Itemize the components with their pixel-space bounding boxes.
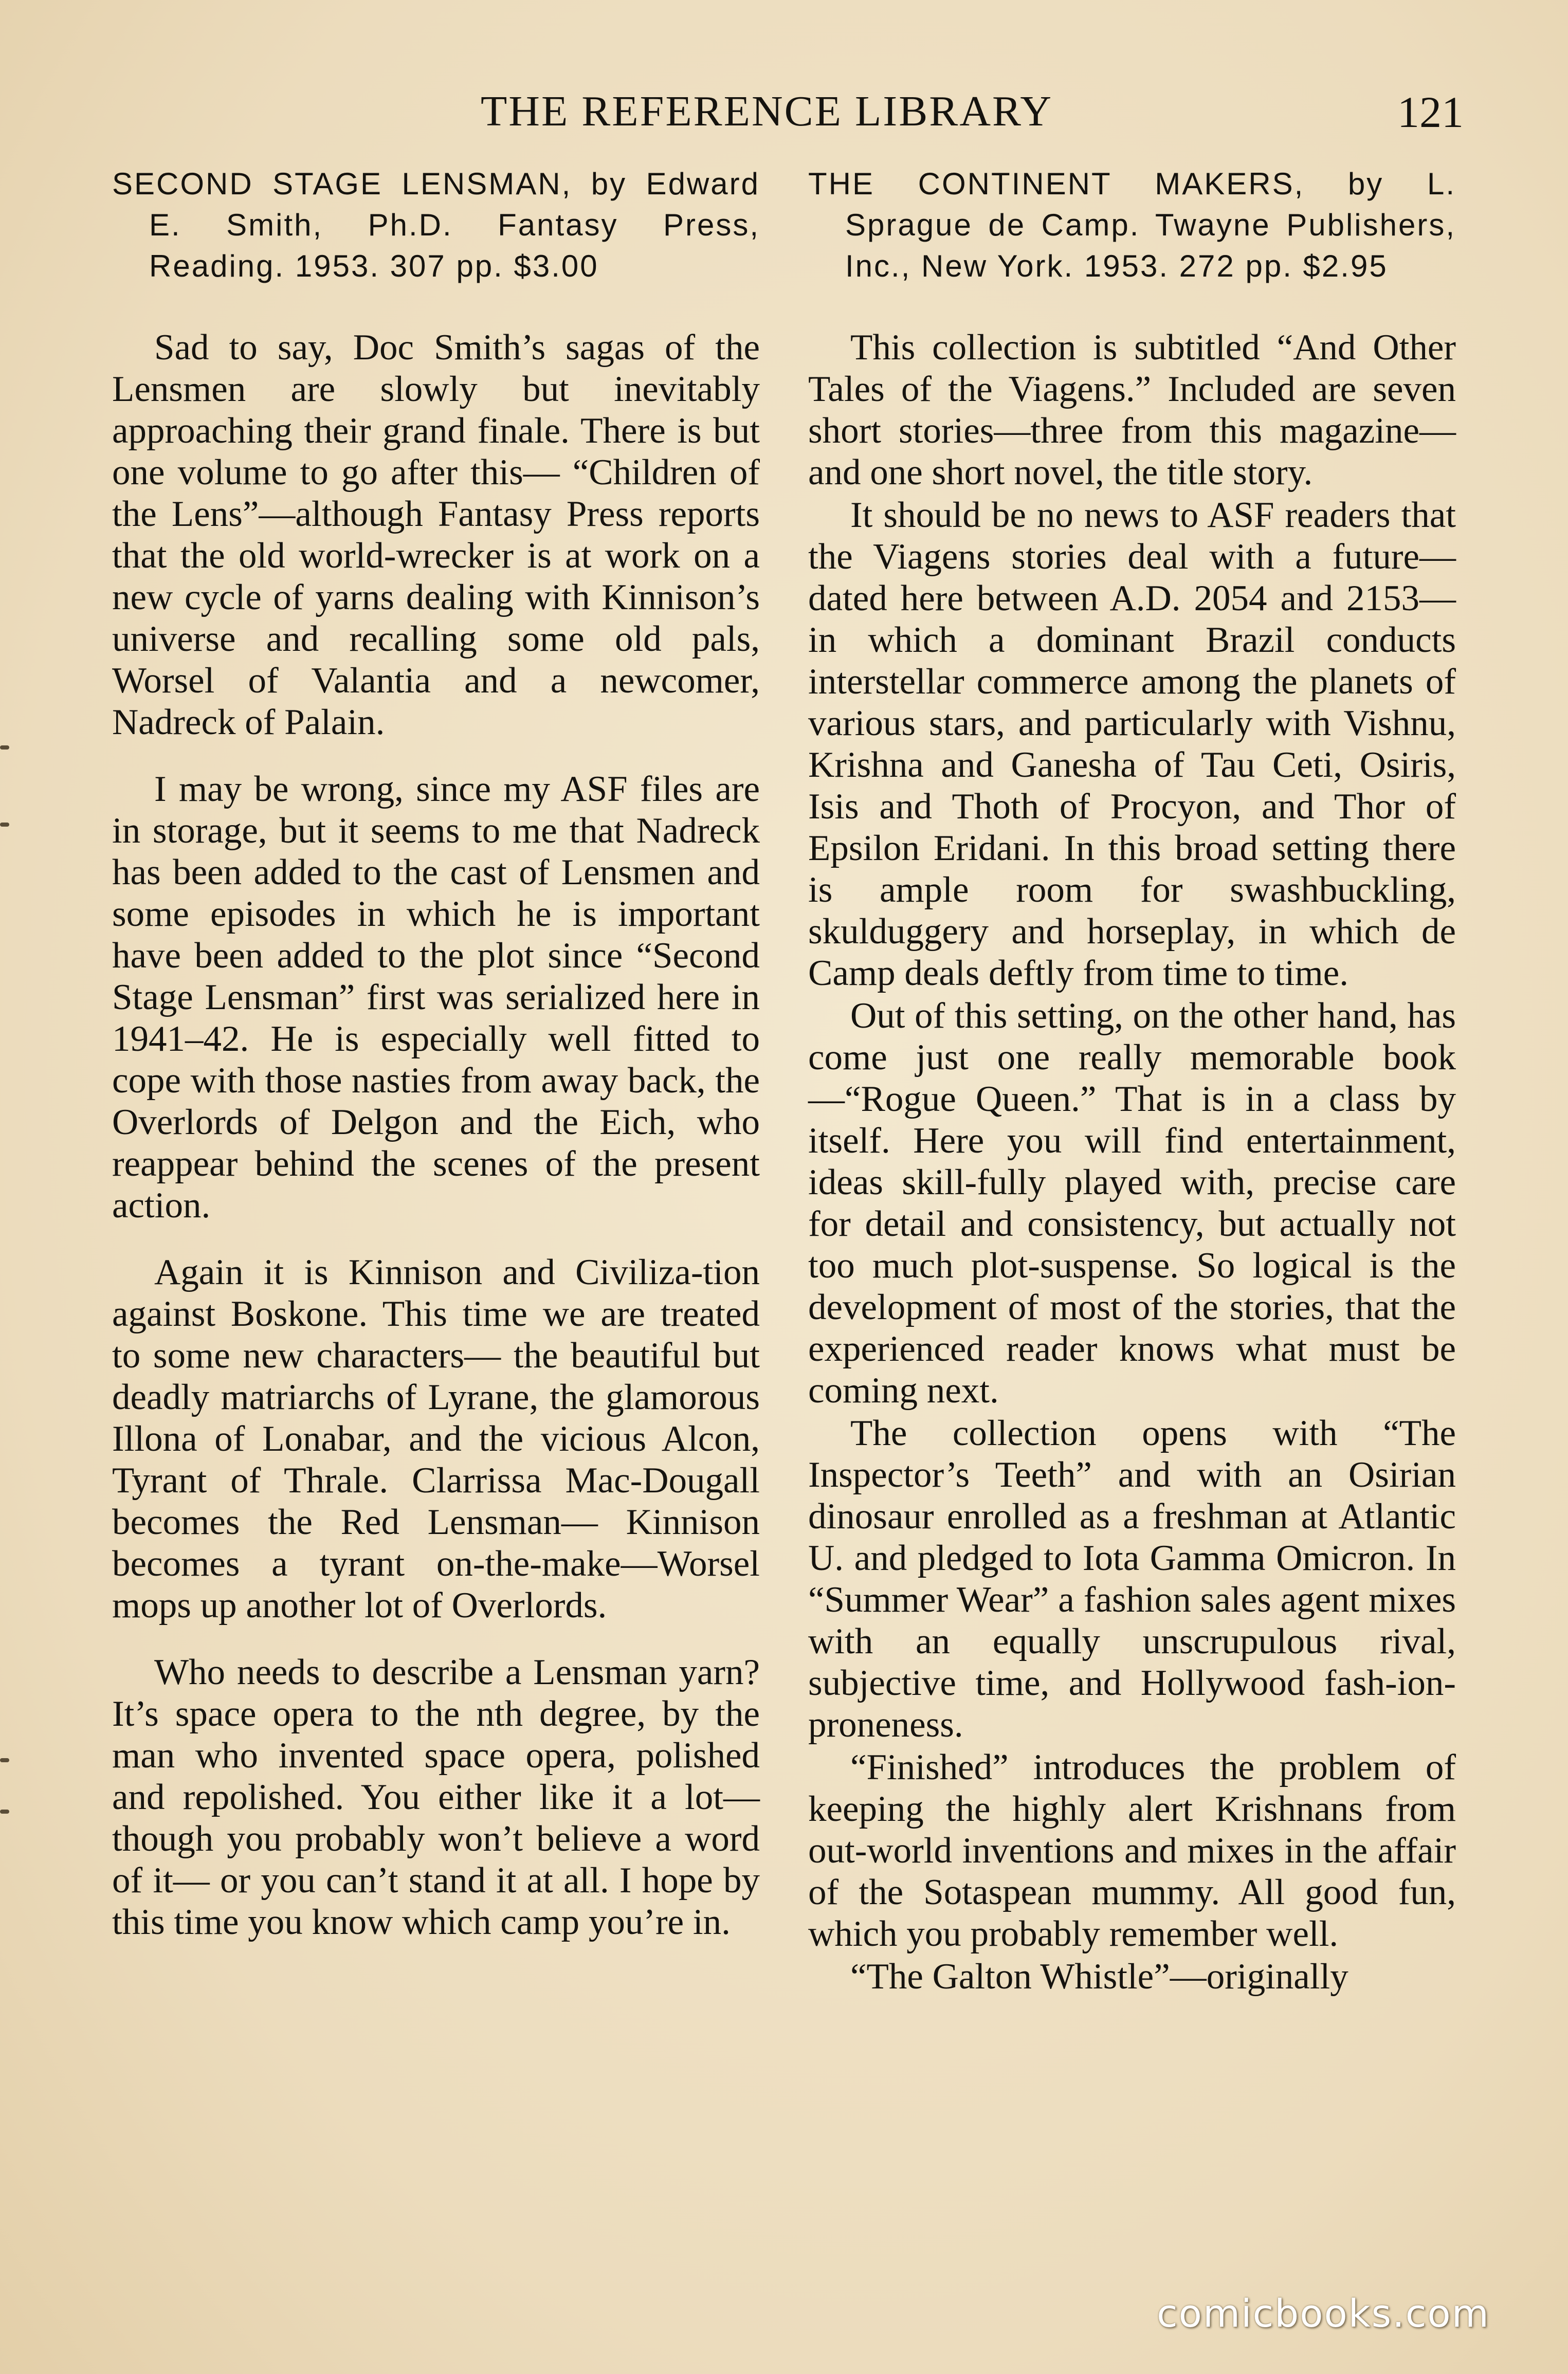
review-header-continent-makers: THE CONTINENT MAKERS, by L. Sprague de Camp. Twayne Publishers, Inc., New York. 1953. 272 pp. $2.95: [808, 167, 1456, 283]
review-paragraph: It should be no news to ASF readers that the Viagens stories deal with a future—dated here between A.D. 2054 and 2153—in which a dominant Brazil conducts interstellar commerce among the planets of various stars, and particularly with Vishnu, Krishna and Ganesha of Tau Ceti, Osiris, Isis and Thoth of Procyon, and Thor of Epsilon Eridani. In this broad setting there is ample room for swashbuckling, skulduggery and horseplay, in which de Camp deals deftly from time to time.: [808, 495, 1456, 993]
right-column: [808, 163, 1456, 1999]
review-paragraph: “Finished” introduces the problem of keeping the highly alert Krishnans from out-world inventions and mixes in the affair of the Sotaspean mummy. All good fun, which you probably remember well.: [808, 1747, 1456, 1954]
page-number: 121: [1397, 87, 1464, 137]
left-column: [112, 163, 760, 1943]
binding-mark: [0, 1810, 9, 1814]
binding-edge: [0, 0, 21, 2374]
binding-mark: [0, 823, 9, 827]
review-paragraph: I may be wrong, since my ASF files are in storage, but it seems to me that Nadreck has been added to the cast of Lensmen and some episodes in which he is important have been added to the plot since “Second Stage Lensman” first was serialized here in 1941–42. He is especially well fitted to cope with those nasties from away back, the Overlords of Delgon and the Eich, who reappear behind the scenes of the present action.: [112, 769, 760, 1226]
review-paragraph: Out of this setting, on the other hand, has come just one really memorable book—“Rogue Queen.” That is in a class by itself. Here you will find entertainment, ideas skill-fully played with, precise care for detail and consistency, but actually not too much plot-suspense. So logical is the development of most of the stories, that the experienced reader knows what must be coming next.: [808, 996, 1456, 1411]
binding-mark: [0, 1758, 9, 1762]
review-paragraph: The collection opens with “The Inspector’s Teeth” and with an Osirian dinosaur enrolled as a freshman at Atlantic U. and pledged to Iota Gamma Omicron. In “Summer Wear” a fashion sales agent mixes with an equally unscrupulous rival, subjective time, and Hollywood fash-ion-proneness.: [808, 1413, 1456, 1745]
running-head: [0, 86, 1568, 143]
review-paragraph: This collection is subtitled “And Other Tales of the Viagens.” Included are seven short stories—three from this magazine—and one short novel, the title story.: [808, 327, 1456, 492]
review-paragraph: Sad to say, Doc Smith’s sagas of the Lensmen are slowly but inevitably approaching their grand finale. There is but one volume to go after this— “Children of the Lens”—although Fantasy Press reports that the old world-wrecker is at work on a new cycle of yarns dealing with Kinnison’s universe and recalling some old pals, Worsel of Valantia and a newcomer, Nadreck of Palain.: [112, 327, 760, 742]
review-paragraph: Again it is Kinnison and Civiliza-tion against Boskone. This time we are treated to some new characters— the beautiful but deadly matriarchs of Lyrane, the glamorous Illona of Lonabar, and the vicious Alcon, Tyrant of Thrale. Clarrissa Mac-Dougall becomes the Red Lensman— Kinnison becomes a tyrant on-the-make—Worsel mops up another lot of Overlords.: [112, 1252, 760, 1626]
review-paragraph: “The Galton Whistle”—originally: [850, 1957, 1348, 1997]
review-header-second-stage-lensman: SECOND STAGE LENSMAN, by Edward E. Smith, Ph.D. Fantasy Press, Reading. 1953. 307 pp. $3.00: [112, 167, 760, 283]
site-watermark: comicbooks.com: [1157, 2292, 1490, 2336]
binding-mark: [0, 745, 9, 750]
review-paragraph: Who needs to describe a Lensman yarn? It’s space opera to the nth degree, by the man who invented space opera, polished and repolished. You either like it a lot—though you probably won’t believe a word of it— or you can’t stand it at all. I hope by this time you know which camp you’re in.: [112, 1652, 760, 1942]
section-title: THE REFERENCE LIBRARY: [481, 87, 1053, 135]
